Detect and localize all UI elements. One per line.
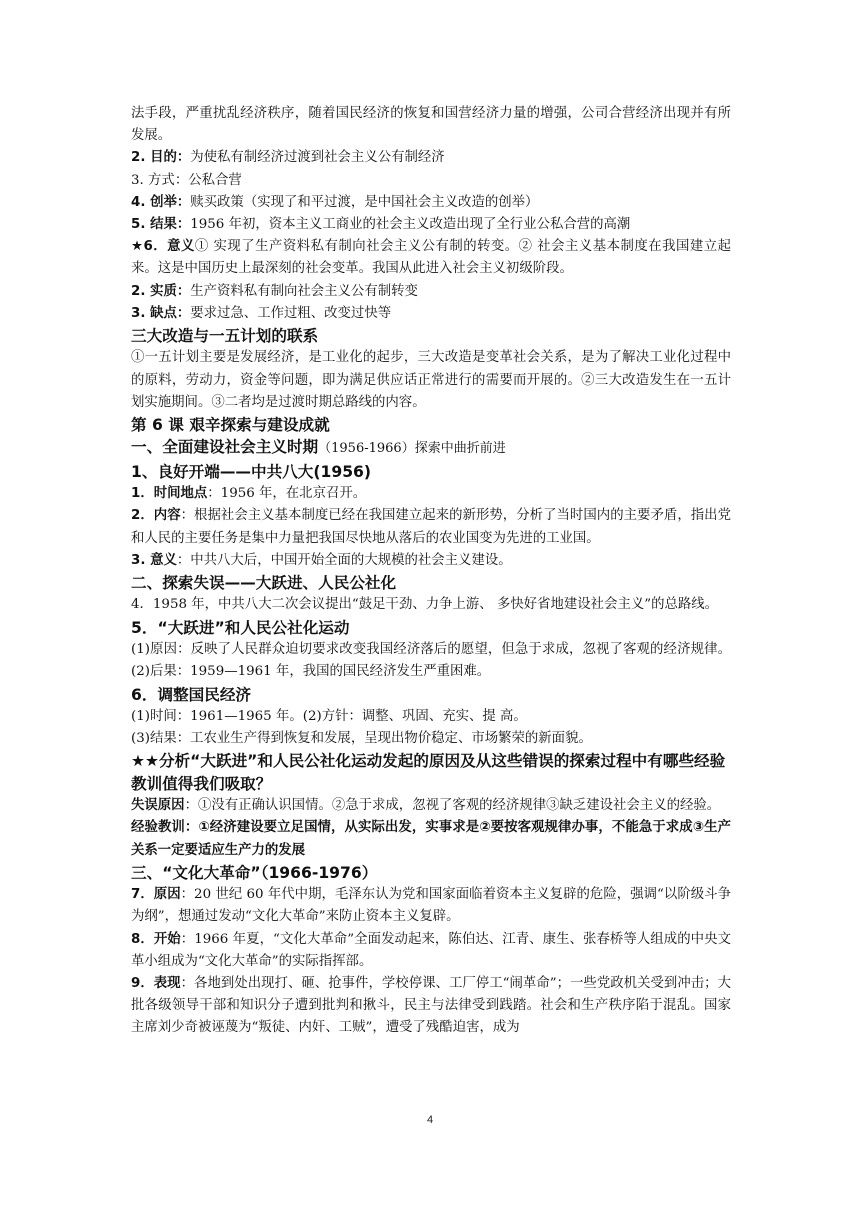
page-body bbox=[131, 103, 731, 1040]
text-run: 1、良好开端——中共八大(1956) bbox=[131, 462, 372, 481]
text-run: 要求过急、工作过粗、改变过快等 bbox=[190, 305, 392, 321]
text-run: (1)时间：1961—1965 年。(2)方针：调整、巩固、充实、提 高。 bbox=[131, 708, 527, 724]
text-run: (3)结果：工农业生产得到恢复和发展，呈现出物价稳定、市场繁荣的新面貌。 bbox=[131, 731, 592, 747]
text-run: 1956 年初，资本主义工商业的社会主义改造出现了全行业公私合营的高潮 bbox=[190, 217, 631, 233]
text-paragraph bbox=[131, 236, 731, 280]
text-run: 3. 方式： bbox=[131, 172, 189, 188]
text-run: 三、“文化大革命”（1966-1976） bbox=[131, 863, 378, 882]
text-run: 9．表现 bbox=[131, 975, 181, 991]
section-heading bbox=[131, 684, 731, 706]
text-paragraph bbox=[131, 103, 731, 147]
section-heading bbox=[131, 572, 731, 594]
text-run: ：1966 年夏，“文化大革命”全面发动起来，陈伯达、江青、康生、张春桥等人组成的中央文革小组成为“文化大革命”的实际指挥部。 bbox=[131, 931, 731, 969]
text-run: 为使私有制经济过渡到社会主义公有制经济 bbox=[190, 150, 445, 166]
section-heading bbox=[131, 862, 731, 884]
text-run: 二、探索失误——大跃进、人民公社化 bbox=[131, 574, 397, 593]
text-run: (1)原因：反映了人民群众迫切要求改变我国经济落后的愿望，但急于求成，忽视了客观的经济规律。(2)后果：1959—1961 年，我国的国民经济发生严重困难。 bbox=[131, 642, 731, 680]
section-heading bbox=[131, 461, 731, 483]
text-paragraph bbox=[131, 550, 731, 572]
text-run: 7．原因 bbox=[131, 887, 181, 903]
text-run: ：中共八大后，中国开始全面的大规模的社会主义建设。 bbox=[176, 552, 512, 568]
section-heading bbox=[131, 750, 731, 795]
text-paragraph bbox=[131, 505, 731, 549]
text-run: ★★分析“大跃进”和人民公社化运动发起的原因及从这些错误的探索过程中有哪些经验教训值得我们吸取？ bbox=[131, 752, 726, 793]
text-run: ：1956 年，在北京召开。 bbox=[207, 486, 367, 502]
text-paragraph bbox=[131, 795, 731, 817]
text-run: 2. 目的： bbox=[131, 150, 191, 166]
text-run: 经验教训：①经济建设要立足国情，从实际出发，实事求是②要按客观规律办事，不能急于求成③生产关系一定要适应生产力的发展 bbox=[131, 820, 731, 858]
text-paragraph bbox=[131, 281, 731, 303]
section-heading bbox=[131, 436, 731, 460]
text-run: （1956-1966）探索中曲折前进 bbox=[318, 441, 506, 457]
text-paragraph bbox=[131, 929, 731, 973]
page-number: 4 bbox=[426, 1114, 434, 1126]
text-paragraph bbox=[131, 973, 731, 1040]
text-paragraph bbox=[131, 147, 731, 169]
text-paragraph bbox=[131, 884, 731, 928]
text-run: 1．时间地点 bbox=[131, 486, 208, 502]
section-heading bbox=[131, 325, 731, 347]
text-run: ★6．意义 bbox=[131, 239, 195, 255]
text-run: 一、全面建设社会主义时期 bbox=[131, 438, 319, 457]
text-paragraph bbox=[131, 728, 731, 750]
text-run: ①一五计划主要是发展经济，是工业化的起步，三大改造是变革社会关系，是为了解决工业化过程中的原料，劳动力，资金等问题，即为满足供应话正常进行的需要而开展的。②三大改造发生在一五计划实施期间。③二者均是过渡时期总路线的内容。 bbox=[131, 350, 731, 410]
text-run: 4. 创举： bbox=[131, 194, 191, 210]
text-run: 6．调整国民经济 bbox=[131, 685, 252, 704]
text-run: 2．内容 bbox=[131, 508, 181, 524]
text-run: 失误原因 bbox=[131, 798, 185, 814]
text-paragraph bbox=[131, 817, 731, 861]
text-run: 5. 结果： bbox=[131, 217, 191, 233]
section-heading bbox=[131, 414, 731, 436]
text-run: 赎买政策 bbox=[190, 194, 244, 210]
text-paragraph bbox=[131, 594, 731, 616]
text-run: 4．1958 年，中共八大二次会议提出“鼓足干劲、力争上游、 多快好省地建设社会主义”的总路线。 bbox=[131, 597, 719, 613]
text-run: 3. 缺点： bbox=[131, 305, 191, 321]
text-run: 8．开始 bbox=[131, 931, 181, 947]
text-run: 第 6 课 艰辛探索与建设成就 bbox=[131, 416, 330, 435]
text-run: 法手段，严重扰乱经济秩序，随着国民经济的恢复和国营经济力量的增强，公司合营经济出现并有所发展。 bbox=[131, 106, 731, 144]
text-run: ① 实现了生产资料私有制向社会主义公有制的转变。② 社会主义基本制度在我国建立起来。这是中国历史上最深刻的社会变革。我国从此进入社会主义初级阶段。 bbox=[131, 239, 731, 277]
text-run: ：各地到处出现打、砸、抢事件，学校停课、工厂停工“闹革命”；一些党政机关受到冲击；大批各级领导干部和知识分子遭到批判和揪斗，民主与法律受到践踏。社会和生产秩序陷于混乱。国家主席刘少奇被诬蔑为“叛徒、内奸、工贼”，遭受了残酷迫害，成为 bbox=[131, 975, 731, 1036]
text-run: 5．“大跃进”和人民公社化运动 bbox=[131, 618, 350, 637]
text-paragraph bbox=[131, 303, 731, 325]
text-run: 公私合营 bbox=[188, 172, 242, 188]
text-run: 2. 实质： bbox=[131, 283, 191, 299]
text-run: 三大改造与一五计划的联系 bbox=[131, 327, 319, 346]
text-run: 生产资料私有制向社会主义公有制转变 bbox=[190, 283, 418, 299]
text-paragraph bbox=[131, 214, 731, 236]
text-run: ：20 世纪 60 年代中期，毛泽东认为党和国家面临着资本主义复辟的危险，强调“以阶级斗争为纲”，想通过发动“文化大革命”来防止资本主义复辟。 bbox=[131, 887, 731, 925]
text-run: ：根据社会主义基本制度已经在我国建立起来的新形势，分析了当时国内的主要矛盾，指出党和人民的主要任务是集中力量把我国尽快地从落后的农业国变为先进的工业国。 bbox=[131, 508, 731, 546]
text-run: 3. 意义 bbox=[131, 552, 177, 568]
text-paragraph bbox=[131, 483, 731, 505]
text-run: ：①没有正确认识国情。②急于求成，忽视了客观的经济规律③缺乏建设社会主义的经验。 bbox=[184, 798, 721, 814]
text-run: （实现了和平过渡，是中国社会主义改造的创举） bbox=[243, 194, 539, 210]
text-paragraph bbox=[131, 347, 731, 414]
text-paragraph bbox=[131, 170, 731, 192]
text-paragraph bbox=[131, 192, 731, 214]
text-paragraph bbox=[131, 639, 731, 683]
text-paragraph bbox=[131, 706, 731, 728]
section-heading bbox=[131, 617, 731, 639]
